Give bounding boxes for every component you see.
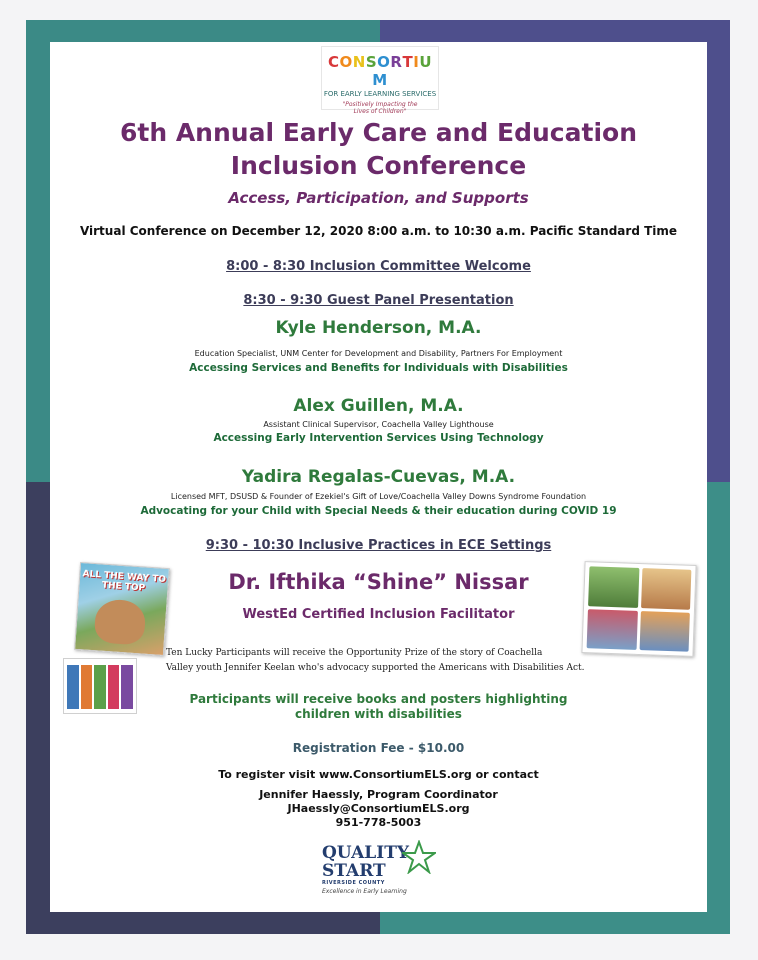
speaker-topic-3: Advocating for your Child with Special Needs & their education during COVID 19 bbox=[140, 505, 617, 517]
coordinator-name: Jennifer Haessly, Program Coordinator bbox=[259, 788, 498, 801]
coordinator-email: JHaessly@ConsortiumELS.org bbox=[287, 802, 470, 815]
photo-4 bbox=[639, 611, 690, 652]
book-cover-figure bbox=[94, 598, 147, 645]
prize-line-1: Ten Lucky Participants will receive the Opportunity Prize of the story of Coachella bbox=[166, 648, 543, 658]
quality-start-logo bbox=[316, 838, 444, 904]
registration-visit: To register visit www.ConsortiumELS.org or contact bbox=[218, 768, 539, 781]
consortium-logo-tagline: FOR EARLY LEARNING SERVICES bbox=[323, 90, 437, 98]
session-inclusive-practices: 9:30 - 10:30 Inclusive Practices in ECE Settings bbox=[205, 538, 552, 553]
title-line-1: 6th Annual Early Care and Education bbox=[119, 118, 637, 147]
consortium-logo-motto-2: Lives of Children" bbox=[353, 108, 407, 115]
speaker-affiliation-2: Assistant Clinical Supervisor, Coachella Valley Lighthouse bbox=[263, 420, 494, 429]
registration-fee: Registration Fee - $10.00 bbox=[292, 741, 465, 755]
quality-start-line-2: START bbox=[322, 861, 386, 881]
speaker-affiliation-1: Education Specialist, UNM Center for Development and Disability, Partners For Employment bbox=[194, 349, 563, 358]
quality-start-line-1: QUALITY bbox=[322, 843, 409, 863]
book-cover-image bbox=[74, 562, 170, 656]
flyer-panel bbox=[50, 42, 707, 912]
coordinator-phone: 951-778-5003 bbox=[335, 816, 422, 829]
photo-1 bbox=[588, 566, 639, 607]
photo-3 bbox=[587, 609, 638, 650]
title-line-2: Inclusion Conference bbox=[230, 151, 527, 180]
speaker-topic-2: Accessing Early Intervention Services Using Technology bbox=[213, 432, 544, 444]
prize-line-2: Valley youth Jennifer Keelan who's advocacy supported the Americans with Disabilities Act. bbox=[166, 663, 585, 673]
keynote-name: Dr. Ifthika “Shine” Nissar bbox=[228, 570, 529, 594]
consortium-logo bbox=[321, 46, 439, 115]
speaker-affiliation-3: Licensed MFT, DSUSD & Founder of Ezekiel's Gift of Love/Coachella Valley Downs Syndrome Foundation bbox=[170, 492, 587, 501]
session-panel: 8:30 - 9:30 Guest Panel Presentation bbox=[243, 293, 514, 308]
consortium-logo-name: CONSORTIUM bbox=[328, 53, 432, 89]
books-line-2: children with disabilities bbox=[295, 707, 462, 721]
speaker-topic-1: Accessing Services and Benefits for Individuals with Disabilities bbox=[189, 362, 568, 374]
subtitle: Access, Participation, and Supports bbox=[228, 189, 529, 207]
quality-start-motto: Excellence in Early Learning bbox=[322, 888, 407, 895]
children-photos-image bbox=[581, 561, 696, 657]
speaker-name-1: Kyle Henderson, M.A. bbox=[275, 318, 482, 338]
speaker-name-3: Yadira Regalas-Cuevas, M.A. bbox=[241, 467, 516, 487]
keynote-title: WestEd Certified Inclusion Facilitator bbox=[242, 607, 515, 622]
star-icon bbox=[402, 840, 436, 874]
consortium-logo-motto-1: "Positively Impacting the bbox=[342, 101, 418, 108]
speaker-name-2: Alex Guillen, M.A. bbox=[293, 396, 464, 416]
photo-2 bbox=[641, 568, 692, 609]
quality-start-county: RIVERSIDE COUNTY bbox=[322, 880, 385, 886]
session-welcome: 8:00 - 8:30 Inclusion Committee Welcome bbox=[226, 259, 531, 274]
books-line-1: Participants will receive books and posters highlighting bbox=[189, 692, 568, 706]
virtual-conference-line: Virtual Conference on December 12, 2020 8:00 a.m. to 10:30 a.m. Pacific Standard Time bbox=[79, 224, 678, 238]
book-cover-title: ALL THE WAY TO THE TOP bbox=[82, 569, 167, 594]
